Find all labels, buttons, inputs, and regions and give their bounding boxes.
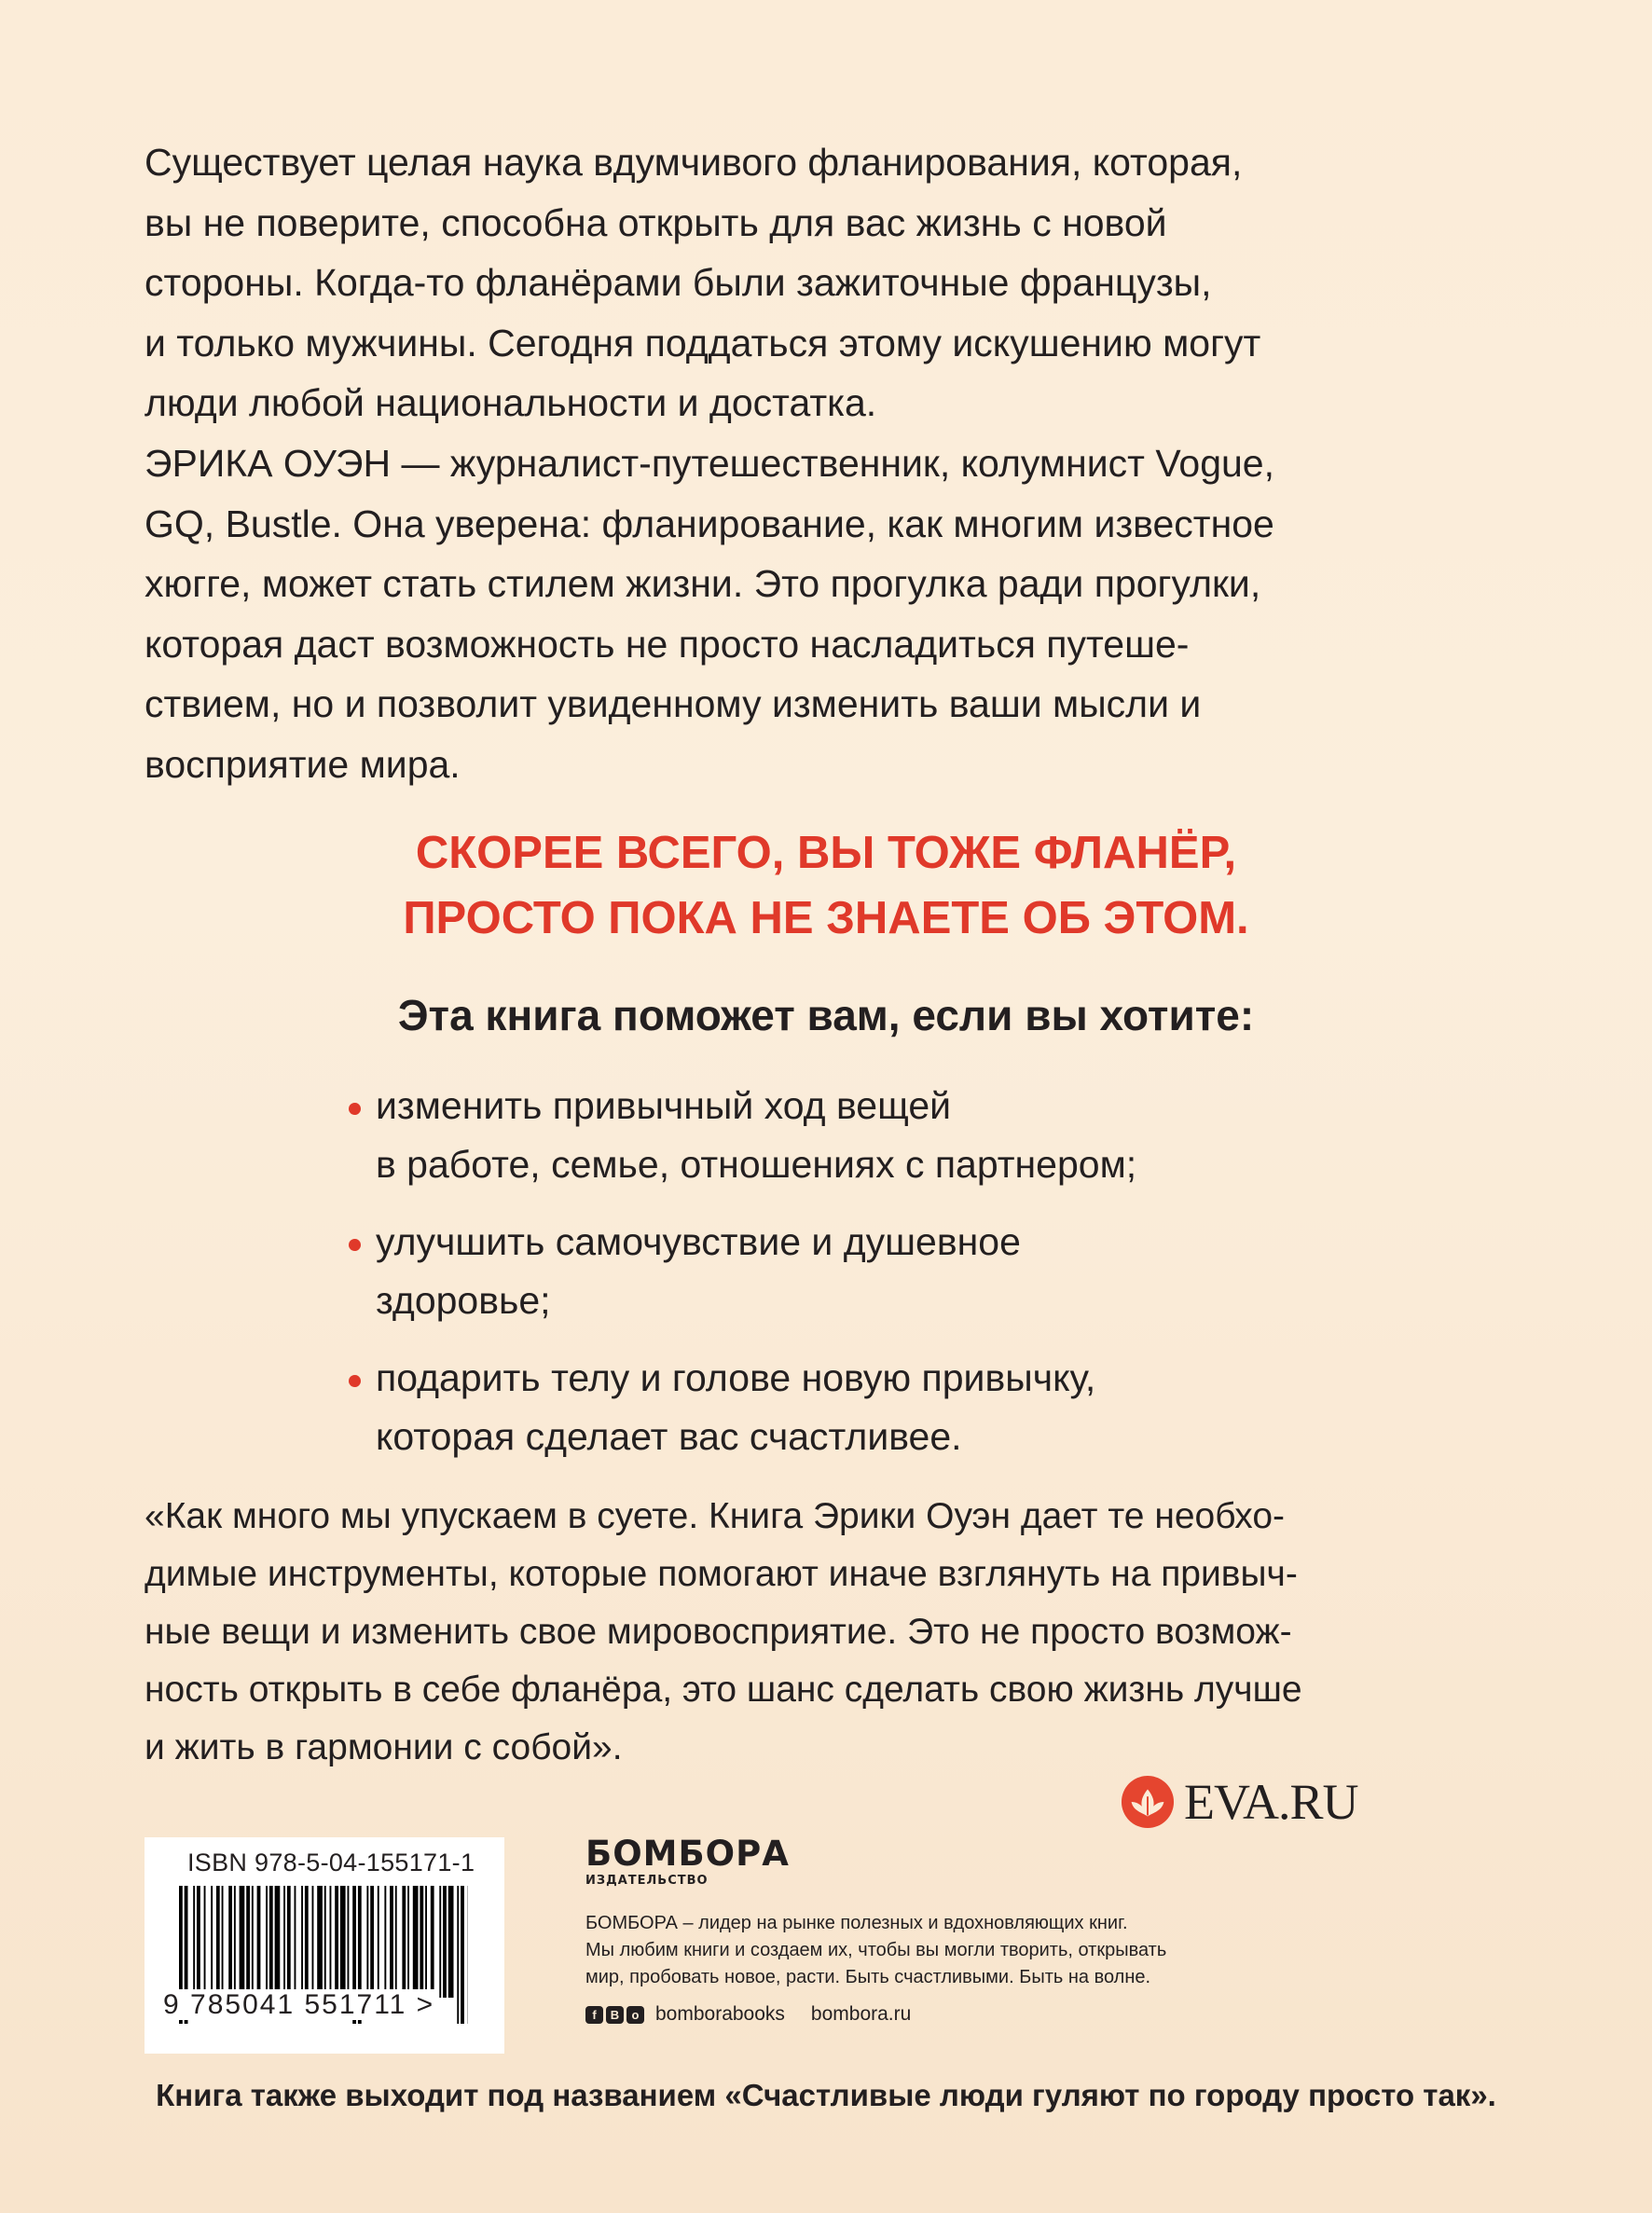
barcode-bar [216, 1886, 220, 1998]
barcode-bar [234, 1886, 236, 1998]
list-item [345, 1349, 1417, 1466]
review-quote [145, 1488, 1487, 1777]
barcode-bar [240, 1886, 245, 1998]
bullet-dot-icon [349, 1239, 361, 1251]
author-line: восприятие мира. [145, 742, 461, 786]
barcode-bar [457, 1886, 459, 2024]
barcode-bar [420, 1886, 423, 1998]
publisher-description [585, 1910, 1331, 1991]
quote-line: димые инструменты, которые помогают иначе взглянуть на привыч- [145, 1554, 1298, 1594]
barcode-bar [324, 1886, 326, 1998]
quote-line: ные вещи и изменить свое мировосприятие. Это не просто возмож- [145, 1612, 1292, 1652]
barcode-bar [252, 1886, 254, 1998]
quote-line: ность открыть в себе фланёра, это шанс сделать свою жизнь лучше [145, 1670, 1302, 1710]
barcode-bar [395, 1886, 397, 1998]
benefits-heading: Эта книга поможет вам, если вы хотите: [397, 991, 1255, 1039]
list-item-line: подарить телу и голове новую привычку, [376, 1356, 1096, 1399]
barcode-bar [366, 1886, 368, 1998]
barcode-bar [407, 1886, 409, 1998]
list-item-line: изменить привычный ход вещей [376, 1084, 952, 1127]
barcode-bar [295, 1886, 296, 1998]
barcode-bar [193, 1886, 195, 1998]
barcode-bar [246, 1886, 250, 1998]
barcode-bar [340, 1886, 346, 1998]
barcode-bar [228, 1886, 232, 1998]
list-item-line: улучшить самочувствие и душевное [376, 1220, 1021, 1263]
alternate-title-note: Книга также выходит под названием «Счастливые люди гуляют по городу просто так». [156, 2078, 1496, 2112]
barcode-bar [384, 1886, 386, 1998]
publisher-description-line: мир, пробовать новое, расти. Быть счастливыми. Быть на волне. [585, 1967, 1151, 1987]
barcode-bar [370, 1886, 374, 1998]
instagram-icon[interactable]: o [626, 2006, 644, 2024]
website-link[interactable]: bombora.ru [810, 2003, 912, 2025]
barcode-bar [312, 1886, 314, 1998]
author-paragraph [145, 433, 1450, 794]
author-line: ствием, но и позволит увиденному изменить ваши мысли и [145, 682, 1202, 725]
eva-logo-text: EVA.RU [1184, 1774, 1358, 1830]
quote-line: «Как много мы упускаем в суете. Книга Эрики Оуэн дает те необхо- [145, 1496, 1286, 1536]
barcode-bar [335, 1886, 338, 1998]
benefits-list [345, 1077, 1417, 1466]
social-handle[interactable]: bomborabooks [655, 2003, 785, 2025]
isbn-barcode-box [145, 1837, 504, 2054]
barcode-bar [287, 1886, 291, 1998]
barcode-bar [257, 1886, 261, 1998]
publisher-description-line: БОМБОРА – лидер на рынке полезных и вдохновляющих книг. [585, 1913, 1128, 1933]
barcode-bar [443, 1886, 447, 1998]
publisher-logo: БОМБОРА [585, 1834, 790, 1874]
barcode-bar [275, 1886, 281, 1998]
barcode-bar [402, 1886, 406, 1998]
barcode-bar [461, 1886, 464, 2024]
barcode-bar [348, 1886, 350, 1998]
intro-line: стороны. Когда-то фланёрами были зажиточные французы, [145, 261, 1212, 304]
leaf-logo-icon [1121, 1775, 1175, 1829]
barcode-bar [431, 1886, 434, 1998]
barcode-bar [439, 1886, 441, 1998]
barcode-bar [413, 1886, 419, 1998]
bullet-dot-icon [349, 1103, 361, 1115]
slogan [0, 820, 1652, 951]
publisher-block [585, 1836, 1331, 2026]
facebook-icon[interactable]: f [585, 2006, 603, 2024]
barcode-bar [197, 1886, 200, 1998]
barcode-bar [305, 1886, 309, 1998]
barcode-bar [266, 1886, 268, 1998]
barcode-bar [204, 1886, 206, 1998]
publisher-subtitle: ИЗДАТЕЛЬСТВО [585, 1874, 709, 1888]
barcode-bar [283, 1886, 285, 1998]
slogan-line: СКОРЕЕ ВСЕГО, ВЫ ТОЖЕ ФЛАНЁР, [415, 828, 1237, 878]
publisher-description-line: Мы любим книги и создаем их, чтобы вы могли творить, открывать [585, 1940, 1167, 1960]
barcode-bar [425, 1886, 427, 1998]
barcode-bar [317, 1886, 323, 1998]
barcode-bar [330, 1886, 332, 1998]
eva-ru-logo [1121, 1774, 1358, 1830]
publisher-links [585, 2003, 1331, 2026]
intro-line: Существует целая наука вдумчивого фланирования, которая, [145, 141, 1243, 184]
intro-line: люди любой национальности и достатка. [145, 381, 877, 424]
quote-line: и жить в гармонии с собой». [145, 1727, 623, 1767]
barcode-bar [269, 1886, 273, 1998]
intro-line: и только мужчины. Сегодня поддаться этому искушению могут [145, 321, 1261, 364]
vk-icon[interactable]: B [606, 2006, 624, 2024]
bullet-dot-icon [349, 1375, 361, 1387]
list-item-line: в работе, семье, отношениях с партнером; [376, 1143, 1137, 1186]
social-icons [585, 2006, 644, 2024]
barcode-bar [301, 1886, 303, 1998]
list-item [345, 1213, 1417, 1330]
barcode-bar [222, 1886, 224, 1998]
barcode-bar [378, 1886, 379, 1998]
barcode-digits-text: 9 785041 551711 > [163, 1989, 435, 2020]
intro-paragraph [145, 132, 1450, 433]
author-line: которая даст возможность не просто насладиться путеше- [145, 622, 1190, 666]
barcode-digits [163, 1989, 434, 2021]
intro-line: вы не поверите, способна открыть для вас жизнь с новой [145, 200, 1167, 244]
list-item-line: которая сделает вас счастливее. [376, 1415, 962, 1458]
isbn-label: ISBN 978-5-04-155171-1 [187, 1849, 475, 1876]
barcode-bar [390, 1886, 393, 1998]
barcode-bar [448, 1886, 454, 1998]
author-line: хюгге, может стать стилем жизни. Это прогулка ради прогулки, [145, 562, 1261, 605]
author-line: ЭРИКА ОУЭН — журналист-путешественник, колумнист Vogue, [145, 442, 1275, 485]
author-line: GQ, Bustle. Она уверена: фланирование, как многим известное [145, 502, 1274, 545]
slogan-line: ПРОСТО ПОКА НЕ ЗНАЕТЕ ОБ ЭТОМ. [403, 893, 1249, 943]
list-item [345, 1077, 1417, 1194]
list-item-line: здоровье; [376, 1279, 551, 1322]
barcode-bar [211, 1886, 213, 1998]
